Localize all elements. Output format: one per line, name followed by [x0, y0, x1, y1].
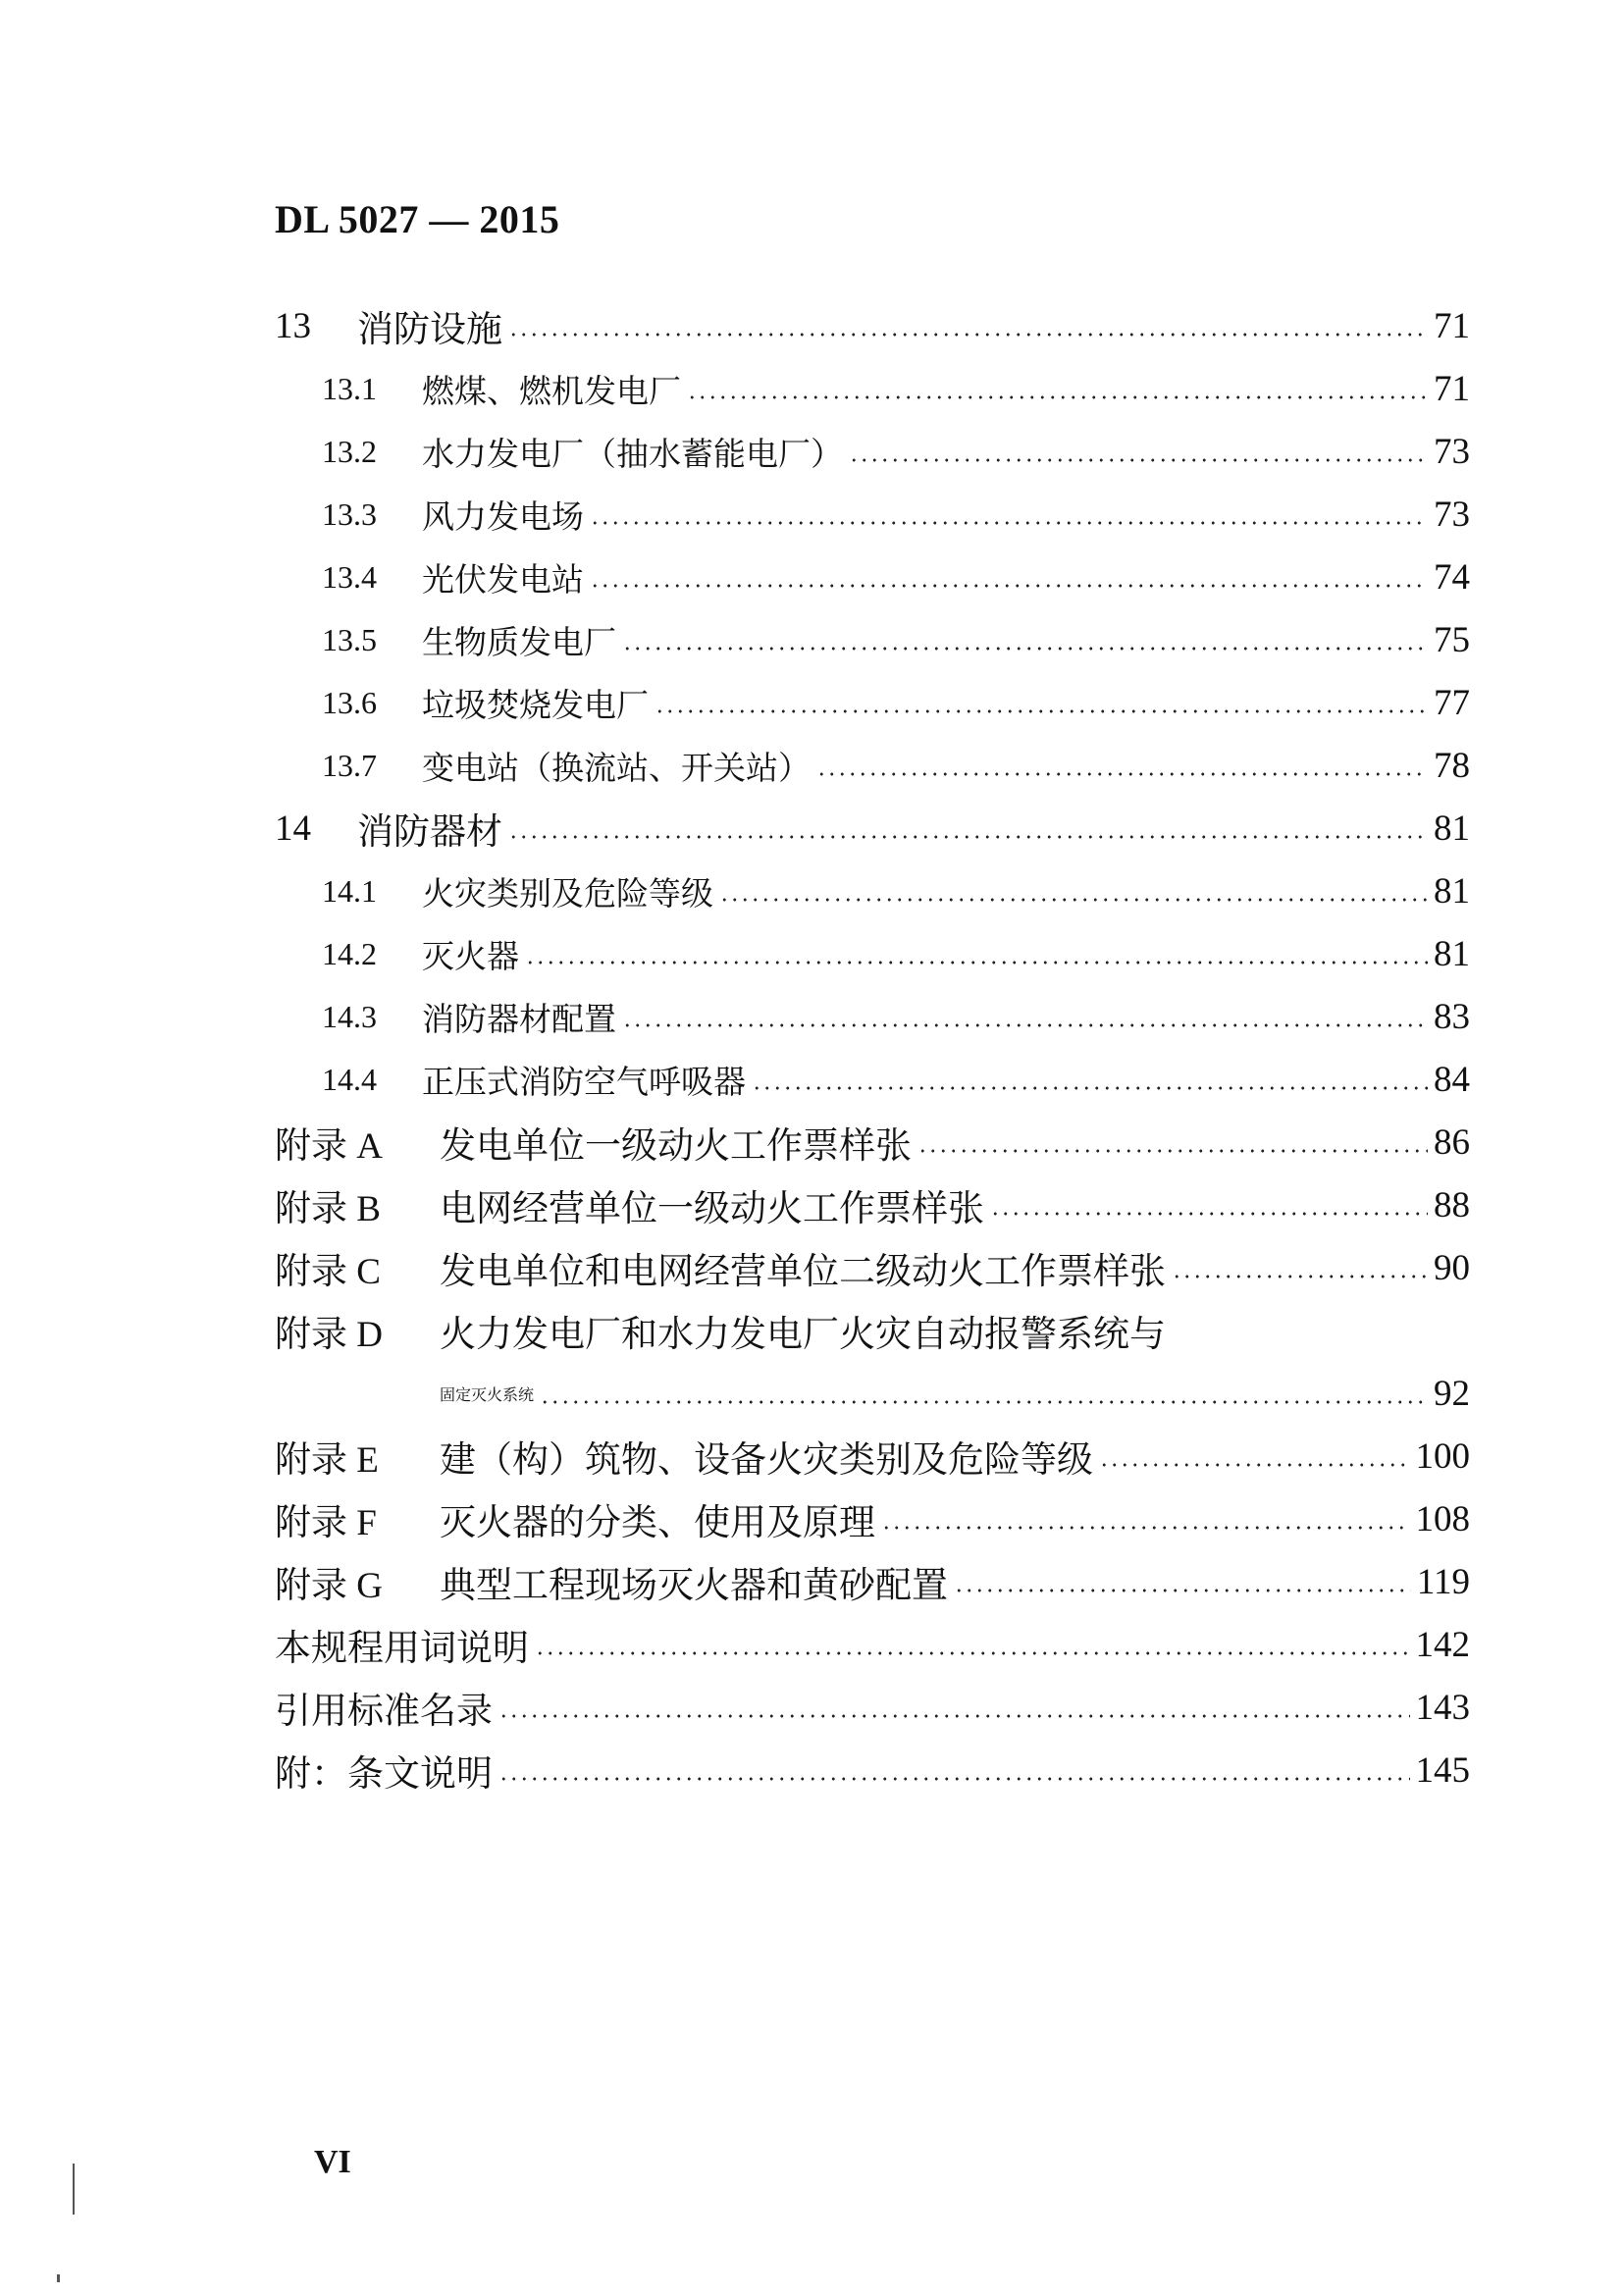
leader-dots — [687, 395, 1428, 399]
leader-dots — [498, 1777, 1410, 1781]
toc-entry-title: 固定灭火系统 — [440, 1384, 535, 1404]
toc-entry-page: 108 — [1415, 1498, 1470, 1539]
toc-entry-page: 71 — [1434, 368, 1470, 409]
leader-dots — [508, 835, 1428, 839]
toc-entry-title: 光伏发电站 — [422, 559, 584, 599]
toc-entry-page: 71 — [1434, 305, 1470, 346]
toc-entry-page: 81 — [1434, 870, 1470, 912]
toc-entry-page: 143 — [1415, 1687, 1470, 1728]
toc-entry-page: 83 — [1434, 996, 1470, 1037]
toc-entry-number: 14.2 — [322, 935, 377, 971]
toc-entry[interactable] — [275, 420, 1470, 483]
toc-entry-page: 88 — [1434, 1184, 1470, 1226]
leader-dots — [719, 898, 1428, 902]
table-of-contents — [275, 294, 1470, 1801]
toc-entry[interactable] — [275, 671, 1470, 734]
toc-entry-page: 74 — [1434, 556, 1470, 598]
toc-entry-number: 13.7 — [322, 747, 377, 783]
toc-entry-page: 73 — [1434, 431, 1470, 472]
toc-entry-title: 生物质发电厂 — [422, 622, 616, 661]
toc-entry[interactable] — [275, 1362, 1470, 1425]
toc-entry-number: 附录 G — [275, 1566, 383, 1606]
scan-mark — [73, 2164, 75, 2215]
leader-dots — [849, 458, 1428, 462]
leader-dots — [990, 1212, 1428, 1216]
toc-entry-page: 75 — [1434, 619, 1470, 660]
toc-entry-title: 变电站（换流站、开关站） — [422, 748, 811, 787]
toc-entry[interactable] — [275, 797, 1470, 860]
toc-entry-page: 145 — [1415, 1749, 1470, 1791]
toc-entry-number: 13.6 — [322, 684, 377, 720]
leader-dots — [590, 584, 1428, 588]
toc-entry[interactable] — [275, 1739, 1470, 1801]
leader-dots — [752, 1086, 1428, 1090]
toc-entry-title: 风力发电场 — [422, 496, 584, 536]
toc-entry[interactable] — [275, 1236, 1470, 1299]
toc-entry-number: 附录 B — [275, 1189, 381, 1229]
leader-dots — [622, 1023, 1428, 1027]
leader-dots — [816, 772, 1428, 776]
toc-entry-page: 92 — [1434, 1373, 1470, 1414]
toc-entry-title: 电网经营单位一级动火工作票样张 — [440, 1187, 984, 1229]
toc-entry[interactable] — [275, 1174, 1470, 1236]
toc-entry[interactable] — [275, 1676, 1470, 1739]
toc-entry-title: 垃圾焚烧发电厂 — [422, 685, 649, 724]
toc-entry-page: 119 — [1416, 1561, 1470, 1602]
toc-entry-title: 正压式消防空气呼吸器 — [422, 1062, 746, 1101]
toc-entry-page: 81 — [1434, 933, 1470, 974]
toc-entry-number: 13 — [275, 305, 311, 346]
toc-entry-title: 附：条文说明 — [275, 1752, 493, 1795]
toc-entry-title: 发电单位和电网经营单位二级动火工作票样张 — [440, 1250, 1166, 1292]
leader-dots — [622, 647, 1428, 651]
leader-dots — [540, 1400, 1428, 1404]
toc-entry-title: 灭火器 — [422, 936, 519, 975]
toc-entry-title: 消防设施 — [357, 308, 502, 350]
toc-entry[interactable] — [275, 734, 1470, 797]
toc-entry-title: 火力发电厂和水力发电厂火灾自动报警系统与 — [440, 1313, 1166, 1355]
leader-dots — [917, 1149, 1428, 1153]
toc-entry-number: 13.2 — [322, 433, 377, 469]
toc-entry-number: 附录 A — [275, 1126, 383, 1167]
leader-dots — [881, 1526, 1410, 1530]
toc-entry-title: 建（构）筑物、设备火灾类别及危险等级 — [440, 1438, 1093, 1481]
toc-entry[interactable] — [275, 546, 1470, 608]
toc-entry-title: 燃煤、燃机发电厂 — [422, 371, 681, 410]
toc-entry[interactable] — [275, 1487, 1470, 1550]
toc-entry-number: 14.4 — [322, 1061, 377, 1097]
toc-entry-page: 73 — [1434, 494, 1470, 535]
toc-entry[interactable] — [275, 1425, 1470, 1487]
toc-entry-page: 142 — [1415, 1624, 1470, 1665]
scan-mark — [57, 2274, 60, 2282]
toc-entry[interactable] — [275, 608, 1470, 671]
toc-entry[interactable] — [275, 1048, 1470, 1111]
toc-entry-title: 消防器材配置 — [422, 999, 616, 1038]
toc-entry-title: 灭火器的分类、使用及原理 — [440, 1501, 875, 1543]
toc-entry-number: 14.1 — [322, 872, 377, 909]
toc-entry[interactable] — [275, 483, 1470, 546]
toc-entry-title: 发电单位一级动火工作票样张 — [440, 1124, 912, 1167]
toc-entry-title: 引用标准名录 — [275, 1690, 493, 1732]
page-number-footer: VI — [314, 2144, 351, 2180]
leader-dots — [535, 1651, 1410, 1655]
toc-entry-page: 84 — [1434, 1059, 1470, 1100]
leader-dots — [1172, 1275, 1428, 1278]
leader-dots — [954, 1589, 1411, 1592]
toc-entry[interactable] — [275, 922, 1470, 985]
toc-entry-number: 13.1 — [322, 370, 377, 406]
toc-entry-page: 77 — [1434, 682, 1470, 723]
toc-entry-page: 90 — [1434, 1247, 1470, 1288]
toc-entry[interactable] — [275, 1111, 1470, 1174]
leader-dots — [508, 333, 1428, 337]
toc-entry-number: 附录 C — [275, 1252, 381, 1292]
toc-entry-number: 13.5 — [322, 621, 377, 657]
toc-entry-number: 附录 D — [275, 1315, 383, 1355]
leader-dots — [525, 961, 1428, 965]
toc-entry-number: 13.3 — [322, 496, 377, 532]
toc-entry[interactable] — [275, 294, 1470, 357]
toc-entry-title: 本规程用词说明 — [275, 1627, 529, 1669]
toc-entry-number: 13.4 — [322, 558, 377, 595]
leader-dots — [590, 521, 1428, 525]
toc-entry[interactable] — [275, 860, 1470, 922]
toc-entry-page: 100 — [1415, 1435, 1470, 1477]
toc-entry-title: 典型工程现场灭火器和黄砂配置 — [440, 1564, 948, 1606]
toc-entry-number: 附录 E — [275, 1440, 379, 1481]
toc-entry-title: 水力发电厂（抽水蓄能电厂） — [422, 434, 843, 473]
toc-entry-page: 78 — [1434, 745, 1470, 786]
toc-entry-page: 86 — [1434, 1121, 1470, 1163]
toc-entry-number: 14.3 — [322, 998, 377, 1034]
toc-entry-page: 81 — [1434, 808, 1470, 849]
toc-entry[interactable] — [275, 1550, 1470, 1613]
document-code-header: DL 5027 — 2015 — [275, 197, 560, 241]
toc-entry[interactable] — [275, 985, 1470, 1048]
toc-entry[interactable] — [275, 1613, 1470, 1676]
toc-entry[interactable] — [275, 357, 1470, 420]
leader-dots — [1099, 1463, 1410, 1467]
toc-entry-title: 火灾类别及危险等级 — [422, 873, 713, 913]
leader-dots — [655, 709, 1428, 713]
toc-entry-number: 附录 F — [275, 1503, 377, 1543]
leader-dots — [498, 1714, 1410, 1718]
toc-entry-number: 14 — [275, 808, 311, 849]
toc-entry-title: 消防器材 — [357, 810, 502, 853]
toc-entry[interactable] — [275, 1299, 1470, 1362]
